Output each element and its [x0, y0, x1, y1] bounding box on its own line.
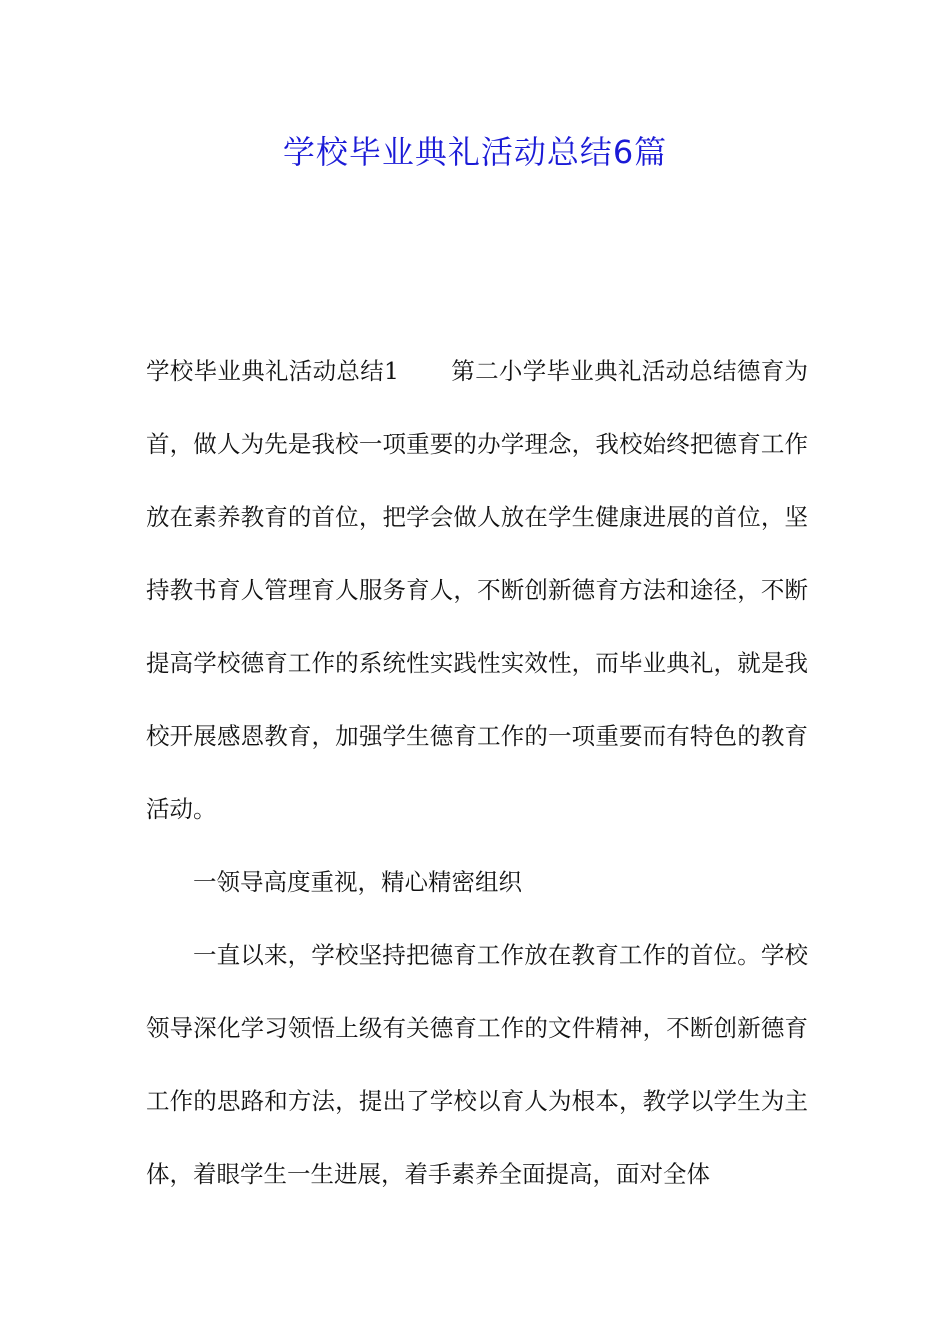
- document-body: [146, 335, 808, 1211]
- paragraph-text: 第二小学毕业典礼活动总结德育为首，做人为先是我校一项重要的办学理念，我校始终把德育工作放在素养教育的首位，把学会做人放在学生健康进展的首位，坚持教书育人管理育人服务育人，不断创新德育方法和途径，不断提高学校德育工作的系统性实践性实效性，而毕业典礼，就是我校开展感恩教育，加强学生德育工作的一项重要而有特色的教育活动。: [146, 357, 809, 823]
- paragraph-2: 一领导高度重视，精心精密组织: [193, 868, 522, 896]
- document-title: 学校毕业典礼活动总结6篇: [282, 133, 668, 171]
- paragraph-1: [146, 335, 808, 846]
- paragraph-3: 一直以来，学校坚持把德育工作放在教育工作的首位。学校领导深化学习领悟上级有关德育工作的文件精神，不断创新德育工作的思路和方法，提出了学校以育人为根本，教学以学生为主体，着眼学生一生进展，着手素养全面提高，面对全体: [146, 941, 808, 1188]
- section-heading: 学校毕业典礼活动总结1: [146, 357, 399, 385]
